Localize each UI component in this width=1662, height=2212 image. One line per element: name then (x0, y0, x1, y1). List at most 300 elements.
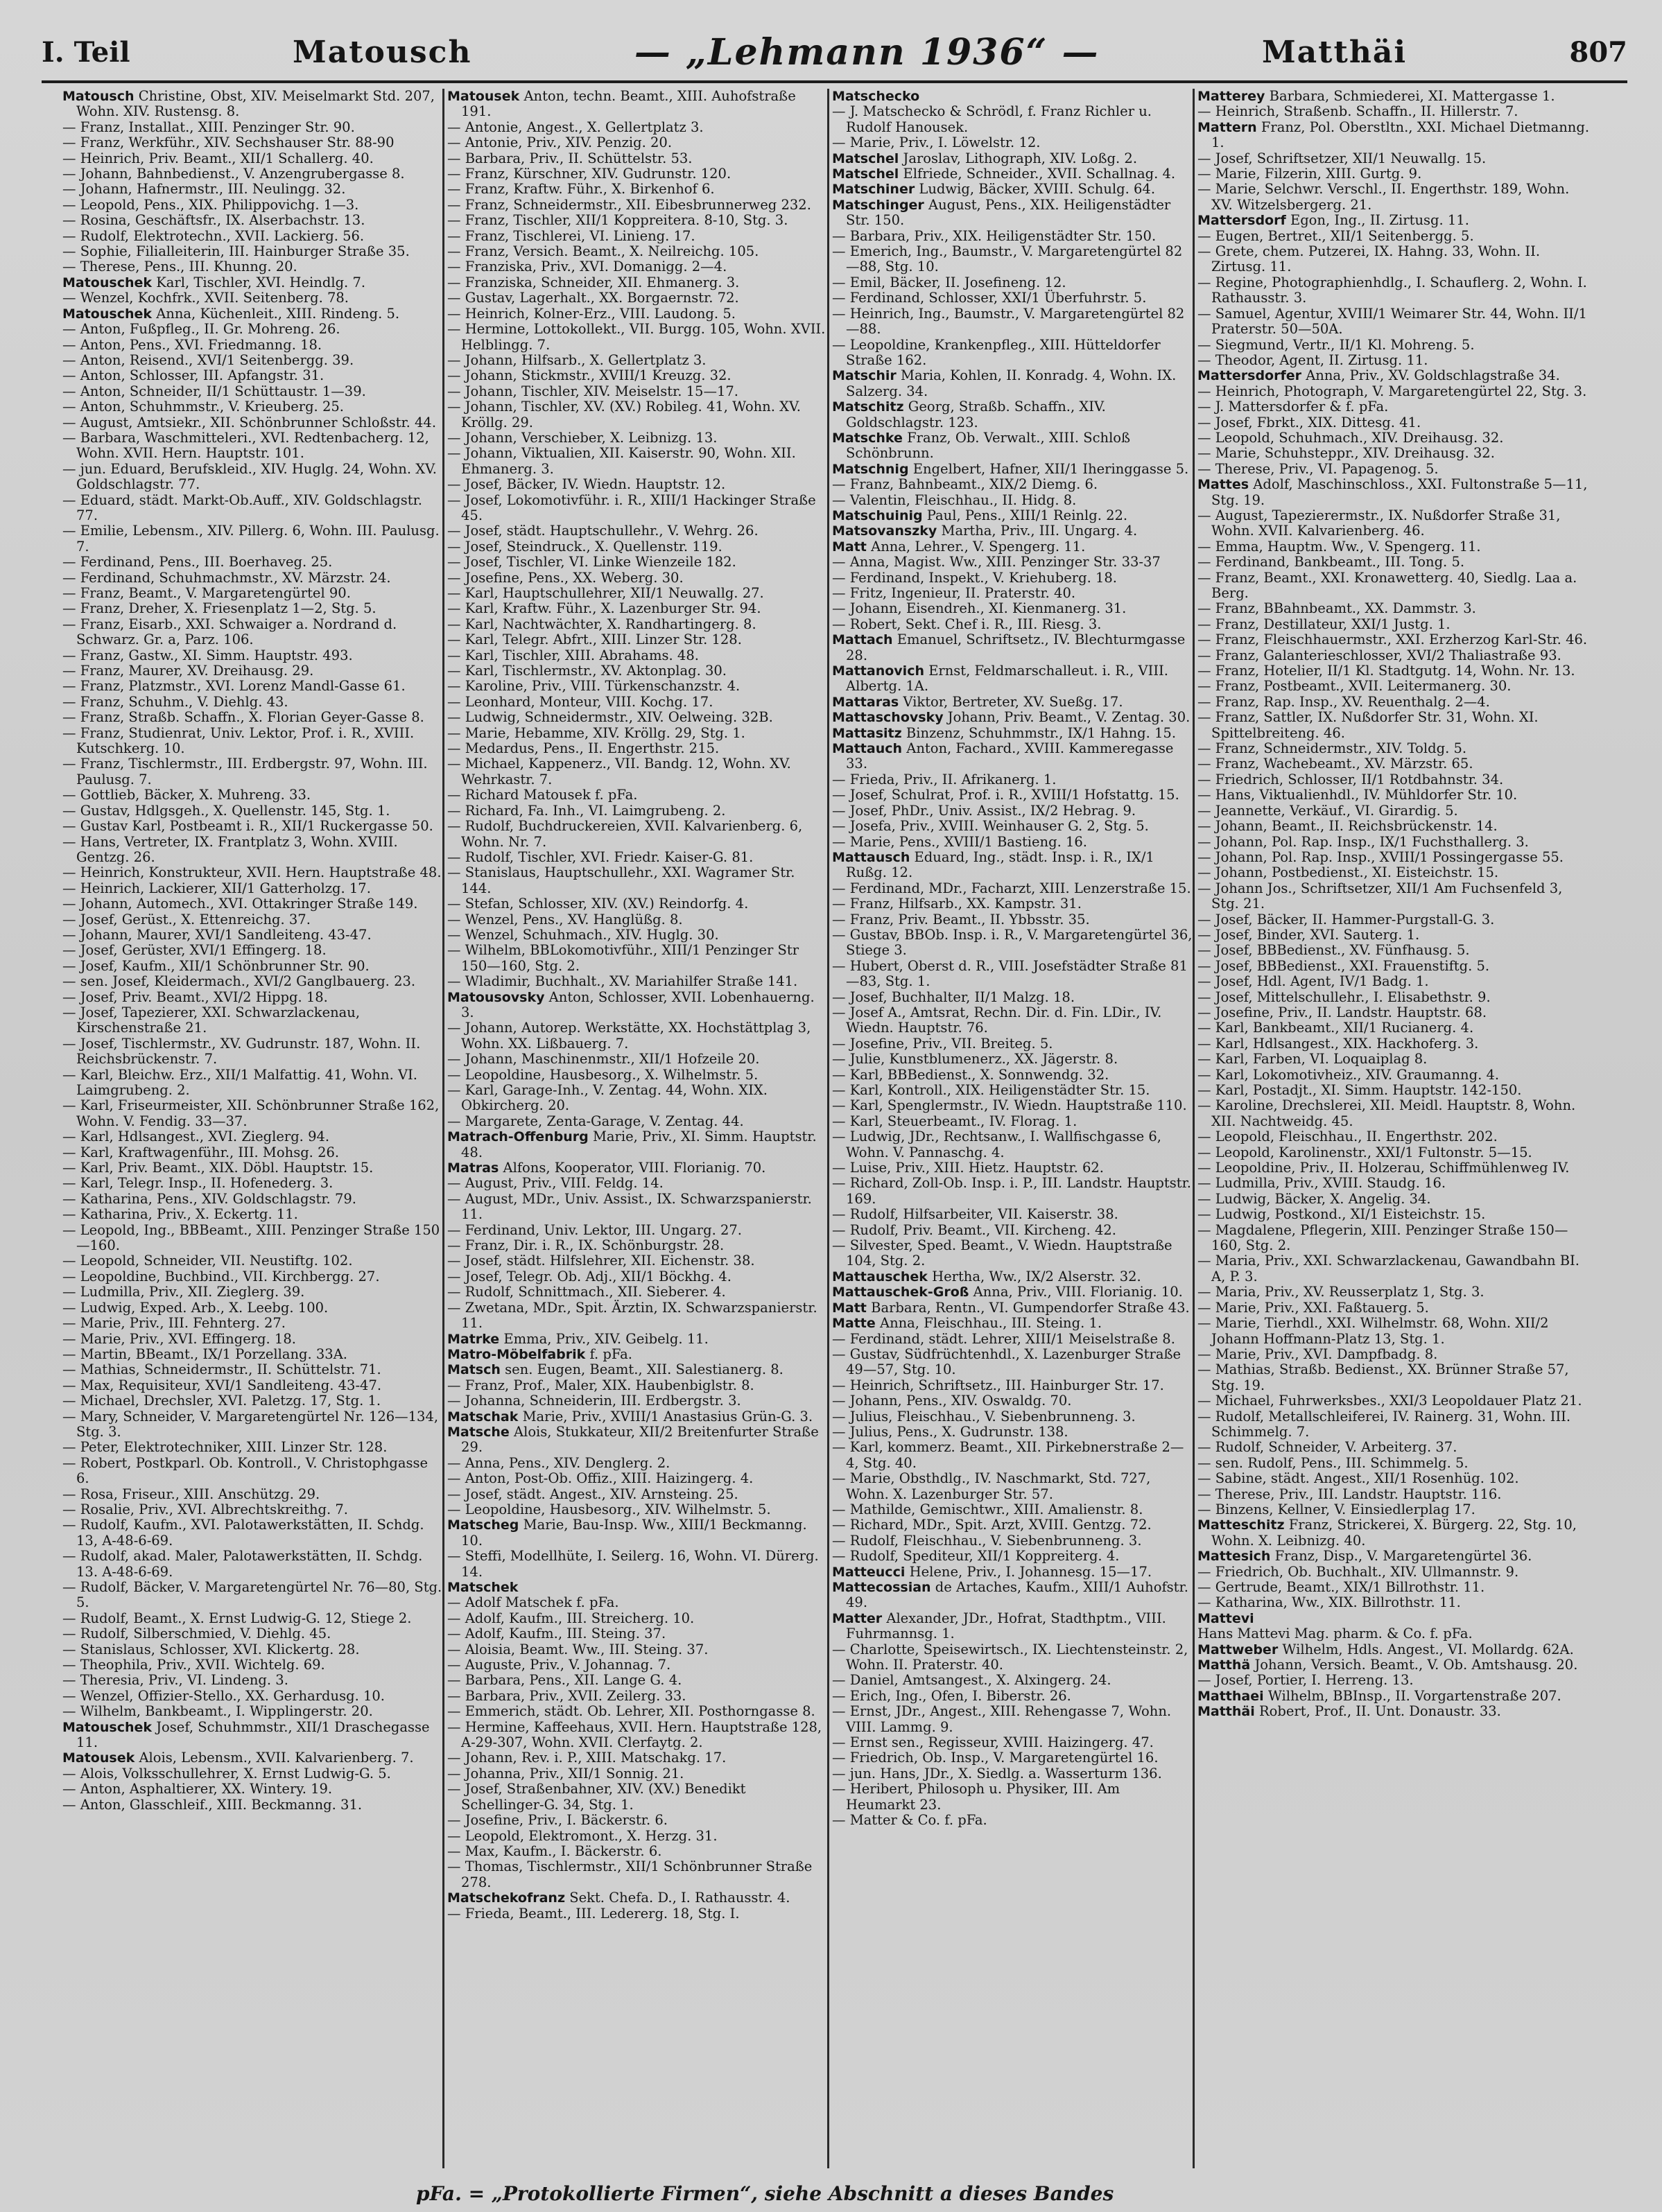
surname: Matsovanszky (832, 523, 937, 539)
entry-text: — Karl, Kontroll., XIX. Heiligenstädter Str. 15. (832, 1082, 1150, 1098)
entry-text: — Rudolf, akad. Maler, Palotawerkstätten, II. Schdg. 13. A-48-6-69. (62, 1548, 423, 1580)
directory-entry (62, 881, 442, 896)
entry-text: — Franz, Maurer, XV. Dreihausg. 29. (62, 663, 314, 679)
directory-entry (1197, 462, 1593, 477)
directory-entry (447, 1129, 827, 1160)
entry-text: — Karl, Kraftw. Führ., X. Lazenburger Str. 94. (447, 600, 761, 617)
directory-entry (1197, 1704, 1593, 1719)
entry-text: — Katharina, Priv., X. Eckertg. 11. (62, 1206, 298, 1223)
surname: Matousek (447, 89, 520, 104)
directory-entry (62, 182, 442, 197)
entry-text: — Emma, Hauptm. Ww., V. Spengerg. 11. (1197, 538, 1481, 555)
directory-entry (1197, 120, 1593, 151)
entry-text: — Johann, Pol. Rap. Insp., IX/1 Fuchsthallerg. 3. (1197, 833, 1529, 850)
entry-text: — Ferdinand, städt. Lehrer, XIII/1 Meiselstraße 8. (832, 1330, 1175, 1347)
directory-entry (62, 601, 442, 616)
entry-text: — Gustav, Südfrüchtenhdl., X. Lazenburger Straße 49—57, Stg. 10. (832, 1346, 1181, 1378)
directory-entry (447, 1750, 827, 1766)
entry-text: — Franz, Schneidermstr., XII. Eibesbrunnerweg 232. (447, 196, 811, 213)
entry-text: — Adolf, Kaufm., III. Steing. 37. (447, 1626, 666, 1642)
directory-entry (62, 259, 442, 275)
directory-entry (62, 912, 442, 928)
directory-entry (832, 1316, 1193, 1331)
entry-text: Egon, Ing., II. Zirtusg. 11. (1290, 212, 1469, 229)
entry-text: — Frieda, Priv., II. Afrikanerg. 1. (832, 771, 1057, 787)
entry-text: de Artaches, Kaufm., XIII/1 Auhofstr. 49. (846, 1579, 1188, 1611)
entry-text: — Therese, Pens., III. Khunng. 20. (62, 259, 297, 275)
directory-entry (62, 462, 442, 493)
directory-entry (1197, 974, 1593, 989)
entry-text: Eduard, Ing., städt. Insp. i. R., IX/1 Rußg. 12. (846, 848, 1154, 881)
directory-entry (1197, 772, 1593, 787)
directory-entry (832, 1269, 1193, 1284)
directory-entry (62, 1300, 442, 1316)
directory-entry (832, 1083, 1193, 1098)
directory-entry (832, 835, 1193, 850)
directory-entry (62, 1098, 442, 1129)
entry-text: — Siegmund, Vertr., II/1 Kl. Mohreng. 5. (1197, 336, 1475, 353)
entry-text: — Karl, Telegr. Abfrt., XIII. Linzer Str. 128. (447, 632, 742, 648)
surname: Mattevi (1197, 1610, 1254, 1626)
entry-text: — Grete, chem. Putzerei, IX. Hahng. 33, Wohn. II. Zirtusg. 11. (1197, 243, 1541, 275)
directory-entry (62, 213, 442, 228)
directory-entry (832, 695, 1193, 710)
directory-entry (447, 259, 827, 275)
entry-text: — Rudolf, Fleischhau., V. Siebenbrunneng. 3. (832, 1532, 1142, 1549)
directory-entry (62, 166, 442, 182)
directory-entry (62, 803, 442, 819)
directory-entry (832, 1098, 1193, 1113)
entry-text: — Marie, Priv., XXI. Faßtauerg. 5. (1197, 1299, 1429, 1316)
entry-text: — Josef, Mittelschullehr., I. Elisabethstr. 9. (1197, 989, 1491, 1005)
directory-entry (447, 182, 827, 197)
entry-text: — Marie, Priv., XVI. Effingerg. 18. (62, 1330, 296, 1347)
directory-entry (447, 1192, 827, 1223)
directory-entry (832, 617, 1193, 632)
entry-text: — Steffi, Modellhüte, I. Seilerg. 16, Wohn. VI. Dürerg. 14. (447, 1548, 819, 1580)
entry-text: — Johann, Hafnermstr., III. Neulingg. 32. (62, 181, 346, 198)
entry-text: — Antonie, Angest., X. Gellertplatz 3. (447, 119, 704, 135)
entry-text: — Johanna, Priv., XII/1 Sonnig. 21. (447, 1765, 684, 1782)
page-header (42, 28, 1627, 76)
directory-entry (62, 695, 442, 710)
entry-text: — Aloisia, Beamt. Ww., III. Steing. 37. (447, 1641, 709, 1657)
entry-text: — Franz, Gastw., XI. Simm. Hauptstr. 493. (62, 647, 353, 663)
entry-text: — Heinrich, Lackierer, XII/1 Gatterholzg. 17. (62, 880, 371, 896)
entry-text: — Leopold, Pens., XIX. Philippovichg. 1—3. (62, 196, 359, 213)
directory-entry (447, 1284, 827, 1300)
entry-text: — Heinrich, Kolner-Erz., VIII. Laudong. 5. (447, 305, 736, 322)
entry-text: — Max, Kaufm., I. Bäckerstr. 6. (447, 1843, 662, 1859)
surname: Mattweber (1197, 1641, 1279, 1657)
entry-text: — Franz, Destillateur, XXI/1 Justg. 1. (1197, 616, 1451, 632)
entry-text: — Franz, Straßb. Schaffn., X. Florian Geyer-Gasse 8. (62, 709, 424, 726)
directory-entry (62, 1611, 442, 1626)
directory-entry (832, 182, 1193, 197)
directory-entry (1197, 1549, 1593, 1564)
entry-text: — Heinrich, Straßenb. Schaffn., II. Hillerstr. 7. (1197, 103, 1518, 120)
directory-entry (62, 1440, 442, 1455)
surname: Matschel (832, 166, 899, 182)
entry-text: — Johann Jos., Schriftsetzer, XII/1 Am Fuchsenfeld 3, Stg. 21. (1197, 880, 1563, 912)
directory-entry (1197, 1362, 1593, 1393)
left-guide-word: Matousch (293, 34, 472, 70)
directory-entry (447, 912, 827, 928)
entry-text: — August, Amtsiekr., XII. Schönbrunner Schloßstr. 44. (62, 414, 437, 430)
directory-entry (447, 1611, 827, 1626)
entry-text: — Rudolf, Schnittmach., XII. Sieberer. 4. (447, 1284, 726, 1300)
entry-text: — Rosa, Friseur., XIII. Anschützg. 29. (62, 1486, 320, 1502)
entry-text: Adolf, Maschinschloss., XXI. Fultonstraße 5—11, Stg. 19. (1211, 476, 1588, 508)
surname: Matousch (62, 89, 135, 104)
entry-text: — Mary, Schneider, V. Margaretengürtel Nr. 126—134, Stg. 3. (62, 1408, 439, 1440)
entry-text: — Regine, Photographienhdlg., I. Schauflerg. 2, Wohn. I. Rathausstr. 3. (1197, 274, 1587, 306)
entry-text: — Rudolf, Metallschleiferei, IV. Rainerg. 31, Wohn. III. Schimmelg. 7. (1197, 1408, 1571, 1440)
entry-text: — Johann, Automech., XVI. Ottakringer Straße 149. (62, 896, 418, 912)
entry-text: — Adolf, Kaufm., III. Streicherg. 10. (447, 1610, 695, 1626)
directory-entry (62, 1347, 442, 1362)
directory-entry (832, 244, 1193, 275)
entry-text: — Anton, Pens., XVI. Friedmanng. 18. (62, 336, 322, 353)
directory-entry (1197, 1393, 1593, 1409)
entry-text: Ernst, Feldmarschalleut. i. R., VIII. Albertg. 1A. (846, 663, 1168, 695)
directory-entry (62, 617, 442, 648)
directory-entry (1197, 1626, 1593, 1641)
entry-text: — Rudolf, Schneider, V. Arbeiterg. 37. (1197, 1439, 1457, 1456)
entry-text: — Stefan, Schlosser, XIV. (XV.) Reindorfg. 4. (447, 896, 749, 912)
entry-text: — Robert, Sekt. Chef i. R., III. Riesg. 3. (832, 616, 1102, 632)
entry-text: Wilhelm, Hdls. Angest., VI. Mollardg. 62A. (1282, 1641, 1574, 1657)
directory-entry (447, 787, 827, 803)
directory-entry (1197, 663, 1593, 679)
entry-text: — Michael, Drechsler, XVI. Paletzg. 17, Stg. 1. (62, 1393, 381, 1409)
entry-text: Alois, Stukkateur, XII/2 Breitenfurter Straße 29. (461, 1423, 819, 1456)
directory-entry (832, 306, 1193, 338)
surname: Matro-Möbelfabrik (447, 1346, 586, 1362)
entry-text: — Hans, Vertreter, IX. Frantplatz 3, Wohn. XVIII. Gentzg. 26. (62, 833, 398, 865)
directory-entry (1197, 166, 1593, 182)
directory-entry (1197, 244, 1593, 275)
directory-entry (1197, 679, 1593, 694)
entry-text: — Anton, Reisend., XVI/1 Seitenbergg. 39. (62, 351, 354, 368)
directory-entry (1197, 229, 1593, 244)
directory-entry (1197, 803, 1593, 819)
directory-entry (832, 1782, 1193, 1813)
entry-text: — Josefine, Priv., VII. Breiteg. 5. (832, 1035, 1053, 1052)
directory-entry (1197, 1036, 1593, 1052)
entry-text: — Marie, Hebamme, XIV. Kröllg. 29, Stg. 1. (447, 724, 745, 741)
directory-entry (832, 1704, 1193, 1735)
column-divider (1193, 89, 1195, 2168)
directory-entry (62, 726, 442, 757)
entry-text: — Karl, Hdlsangest., XVI. Zieglerg. 94. (62, 1129, 330, 1145)
entry-text: — Josefa, Priv., XVIII. Weinhauser G. 2, Stg. 5. (832, 818, 1149, 835)
entry-text: — Katharina, Ww., XIX. Billrothstr. 11. (1197, 1594, 1461, 1611)
entry-text: — Rudolf, Spediteur, XII/1 Koppreiterg. 4. (832, 1548, 1120, 1565)
directory-entry (1197, 1005, 1593, 1020)
directory-entry (62, 1487, 442, 1502)
directory-entry (447, 1626, 827, 1641)
entry-text: Karl, Tischler, XVI. Heindlg. 7. (156, 274, 366, 290)
entry-text: — Ferdinand, MDr., Facharzt, XIII. Lenzerstraße 15. (832, 880, 1191, 896)
directory-entry (62, 819, 442, 834)
entry-text: — Marie, Priv., XVI. Dampfbadg. 8. (1197, 1346, 1438, 1362)
entry-text: — Josef, städt. Angest., XIV. Arnsteing. 25. (447, 1486, 738, 1502)
directory-entry (447, 151, 827, 166)
entry-text: — Emilie, Lebensm., XIV. Pillerg. 6, Wohn. III. Paulusg. 7. (62, 523, 440, 555)
directory-entry (447, 819, 827, 850)
column-3 (832, 89, 1193, 2175)
directory-entry (1197, 787, 1593, 803)
directory-entry (1197, 1347, 1593, 1362)
directory-entry (62, 756, 442, 787)
surname: Matthä (1197, 1657, 1251, 1673)
directory-entry (62, 368, 442, 383)
entry-text: — Karl, Spenglermstr., IV. Wiedn. Hauptstraße 110. (832, 1097, 1187, 1114)
directory-entry (447, 1269, 827, 1284)
entry-text: — Rudolf, Hilfsarbeiter, VII. Kaiserstr. 38. (832, 1206, 1118, 1223)
directory-entry (62, 1005, 442, 1036)
directory-entry (62, 1223, 442, 1254)
entry-text: Johann, Priv. Beamt., V. Zentag. 30. (947, 709, 1191, 726)
directory-entry (832, 1611, 1193, 1642)
surname: Matras (447, 1160, 499, 1176)
entry-text: — Karl, Tischlermstr., XV. Aktonplag. 30. (447, 663, 727, 679)
directory-entry (447, 803, 827, 819)
directory-entry (447, 1595, 827, 1610)
directory-entry (1197, 151, 1593, 166)
directory-entry (832, 135, 1193, 150)
directory-entry (447, 353, 827, 368)
directory-entry (62, 571, 442, 586)
directory-entry (447, 430, 827, 446)
directory-entry (1197, 1471, 1593, 1486)
entry-text: — Max, Requisiteur, XVI/1 Sandleiteng. 43-47. (62, 1377, 382, 1393)
entry-text: — Theophila, Priv., XVII. Wichtelg. 69. (62, 1657, 325, 1673)
entry-text: — Martin, BBeamt., IX/1 Porzellang. 33A. (62, 1346, 347, 1362)
directory-entry (447, 1844, 827, 1859)
entry-text: Robert, Prof., II. Unt. Donaustr. 33. (1258, 1703, 1501, 1720)
directory-entry (447, 850, 827, 865)
directory-entry (447, 166, 827, 182)
entry-text: — Franz, Hotelier, II/1 Kl. Stadtgutg. 14, Wohn. Nr. 13. (1197, 663, 1575, 679)
surname: Matthaei (1197, 1688, 1264, 1704)
surname: Matschir (832, 368, 897, 384)
directory-entry (62, 959, 442, 974)
directory-entry (1197, 1052, 1593, 1067)
directory-entry (1197, 1300, 1593, 1316)
directory-entry (447, 89, 827, 120)
entry-text: — Leopold, Karolinenstr., XXI/1 Fultonstr. 5—15. (1197, 1144, 1532, 1160)
directory-entry (832, 1332, 1193, 1347)
entry-text: — Josef, Kaufm., XII/1 Schönbrunner Str. 90. (62, 957, 370, 974)
entry-text: — Karl, Hauptschullehrer, XII/1 Neuwallg. 27. (447, 585, 764, 601)
entry-text: — Josef, Telegr. Ob. Adj., XII/1 Böckhg. 4. (447, 1268, 732, 1284)
entry-text: — Ludwig, Schneidermstr., XIV. Oelweing. 32B. (447, 709, 773, 726)
directory-entry (832, 89, 1193, 104)
directory-entry (1197, 632, 1593, 647)
directory-entry (447, 555, 827, 570)
surname: Mattausch (832, 849, 910, 865)
directory-entry (62, 974, 442, 989)
entry-text: — Theodor, Agent, II. Zirtusg. 11. (1197, 351, 1428, 368)
directory-entry (62, 555, 442, 570)
entry-text: — Josef, Schriftsetzer, XII/1 Neuwallg. 15. (1197, 150, 1487, 166)
entry-text: — Emmerich, städt. Ob. Lehrer, XII. Posthorngasse 8. (447, 1703, 815, 1720)
directory-entry (447, 1471, 827, 1486)
entry-text: — Gustav Karl, Postbeamt i. R., XII/1 Ruckergasse 50. (62, 818, 433, 835)
directory-entry (832, 399, 1193, 430)
entry-text: — Gustav, Hdlgsgeh., X. Quellenstr. 145, Stg. 1. (62, 802, 390, 819)
entry-text: — Franz, Platzmstr., XVI. Lorenz Mandl-Gasse 61. (62, 678, 406, 695)
directory-entry (1197, 1657, 1593, 1673)
entry-text: — Marie, Selchwr. Verschl., II. Engerthstr. 189, Wohn. XV. Witzelsbergerg. 21. (1197, 181, 1570, 213)
entry-text: — Rudolf, Buchdruckereien, XVII. Kalvarienberg. 6, Wohn. Nr. 7. (447, 818, 803, 850)
directory-entry (62, 1284, 442, 1300)
directory-entry (832, 1393, 1193, 1409)
surname: Matschiner (832, 182, 915, 198)
entry-text: — Wladimir, Buchhalt., XV. Mariahilfer Straße 141. (447, 973, 798, 990)
directory-entry (62, 1689, 442, 1704)
entry-text: — Johann, Rev. i. P., XIII. Matschakg. 17. (447, 1750, 727, 1766)
directory-entry (447, 896, 827, 912)
entry-text: — Binzens, Kellner, V. Einsiedlerplag 17. (1197, 1501, 1475, 1517)
directory-entry (447, 1114, 827, 1129)
entry-text: — Karl, Telegr. Insp., II. Hofenederg. 3. (62, 1175, 334, 1192)
directory-entry (447, 1253, 827, 1269)
entry-text: Anna, Fleischhau., III. Steing. 1. (879, 1315, 1102, 1332)
entry-text: — Josefine, Priv., II. Landstr. Hauptstr. 68. (1197, 1004, 1487, 1020)
directory-entry (832, 166, 1193, 182)
entry-text: — Hermine, Kaffeehaus, XVII. Hern. Hauptstraße 128, A-29-307, Wohn. XVII. Clerfaytg. 2. (447, 1718, 822, 1751)
directory-entry (832, 523, 1193, 539)
surname: Matsche (447, 1424, 510, 1440)
directory-entry (447, 1657, 827, 1673)
directory-entry (1197, 1020, 1593, 1036)
directory-entry (1197, 213, 1593, 228)
entry-text: — Franz, Dreher, X. Friesenplatz 1—2, Stg. 5. (62, 600, 376, 617)
directory-entry (832, 338, 1193, 369)
directory-entry (62, 275, 442, 290)
directory-entry (62, 1253, 442, 1269)
entry-text: Anna, Lehrer., V. Spengerg. 11. (871, 538, 1086, 555)
directory-entry (1197, 959, 1593, 974)
entry-text: — Josef, städt. Hauptschullehr., V. Wehrg. 26. (447, 523, 759, 539)
entry-text: — Magdalene, Pflegerin, XIII. Penzinger Straße 150—160, Stg. 2. (1197, 1221, 1568, 1254)
entry-text: — Karl, Nachtwächter, X. Randhartingerg. 8. (447, 616, 756, 632)
entry-text: — Erich, Ing., Ofen, I. Biberstr. 26. (832, 1687, 1071, 1704)
entry-text: — Johann, Verschieber, X. Leibnizg. 13. (447, 429, 718, 446)
directory-entry (447, 1859, 827, 1890)
surname: Matter (832, 1610, 883, 1626)
entry-text: — Eduard, städt. Markt-Ob.Auff., XIV. Goldschlagstr. 77. (62, 491, 422, 523)
directory-entry (832, 1549, 1193, 1564)
entry-text: — Franziska, Schneider, XII. Ehmanerg. 3. (447, 274, 740, 290)
entry-text: — Stanislaus, Hauptschullehr., XXI. Wagramer Str. 144. (447, 864, 795, 896)
directory-entry (62, 1720, 442, 1751)
entry-text: — Karl, Lokomotivheiz., XIV. Graumanng. 4. (1197, 1066, 1500, 1083)
entry-text: — Sabine, städt. Angest., XII/1 Rosenhüg. 102. (1197, 1470, 1519, 1487)
directory-entry (62, 322, 442, 337)
entry-text: — Anna, Pens., XIV. Denglerg. 2. (447, 1454, 670, 1471)
directory-entry (1197, 368, 1593, 383)
entry-text: — Maria, Priv., XXI. Schwarzlackenau, Gawandbahn BI. A, P. 3. (1197, 1253, 1579, 1284)
entry-text: — Franz, Tischler, XII/1 Koppreitera. 8-10, Stg. 3. (447, 212, 788, 229)
directory-entry (62, 865, 442, 880)
entry-text: Anton, techn. Beamt., XIII. Auhofstraße 191. (461, 89, 796, 120)
entry-text: — Franz, Schneidermstr., XIV. Toldg. 5. (1197, 740, 1467, 757)
directory-entry (832, 1750, 1193, 1766)
entry-text: Wilhelm, BBInsp., II. Vorgartenstraße 207. (1267, 1687, 1561, 1704)
entry-text: — Medardus, Pens., II. Engerthstr. 215. (447, 740, 720, 757)
directory-entry (832, 896, 1193, 912)
directory-entry (832, 710, 1193, 725)
entry-text: — Johanna, Schneiderin, III. Erdbergstr. 3. (447, 1393, 741, 1409)
directory-entry (832, 741, 1193, 772)
directory-entry (62, 1409, 442, 1440)
entry-text: — Peter, Elektrotechniker, XIII. Linzer Str. 128. (62, 1439, 388, 1456)
directory-entry (832, 1284, 1193, 1300)
entry-text: — Ferdinand, Univ. Lektor, III. Ungarg. 27. (447, 1221, 742, 1238)
directory-entry (832, 726, 1193, 741)
surname: Matschke (832, 430, 903, 446)
directory-entry (447, 322, 827, 353)
surname: Mattauch (832, 741, 903, 757)
entry-text: — Rudolf, Priv. Beamt., VII. Kircheng. 42. (832, 1221, 1116, 1238)
entry-text: Franz, Ob. Verwalt., XIII. Schloß Schönbrunn. (846, 429, 1131, 462)
entry-text: — Leopoldine, Krankenpfleg., XIII. Hütteldorfer Straße 162. (832, 336, 1161, 368)
entry-text: — Richard, Zoll-Ob. Insp. i. P., III. Landstr. Hauptstr. 169. (832, 1175, 1191, 1207)
entry-text: — Leopoldine, Hausbesorg., XIV. Wilhelmstr. 5. (447, 1501, 771, 1517)
entry-text: — Johann, Postbedienst., XI. Eisteichstr. 15. (1197, 864, 1499, 881)
directory-entry (447, 306, 827, 322)
entry-text: — Marie, Filzerin, XIII. Gurtg. 9. (1197, 166, 1422, 182)
directory-entry (447, 571, 827, 586)
entry-text: — Karl, Garage-Inh., V. Zentag. 44, Wohn. XIX. Obkircherg. 20. (447, 1082, 768, 1114)
entry-text: — Franz, Tischlermstr., III. Erdbergstr. 97, Wohn. III. Paulusg. 7. (62, 756, 428, 787)
entry-text: — Rudolf, Bäcker, V. Margaretengürtel Nr. 76—80, Stg. 5. (62, 1579, 442, 1611)
directory-entry (447, 1689, 827, 1704)
page-number: 807 (1569, 35, 1627, 69)
entry-text: — Heinrich, Konstrukteur, XVII. Hern. Hauptstraße 48. (62, 864, 442, 881)
directory-entry (62, 290, 442, 306)
entry-text: — Johann, Autorep. Werkstätte, XX. Hochstättplag 3, Wohn. XX. Lißbauerg. 7. (447, 1020, 811, 1052)
entry-text: — Franz, Beamt., V. Margaretengürtel 90. (62, 585, 351, 601)
entry-text: — Marie, Priv., I. Löwelstr. 12. (832, 134, 1041, 151)
directory-entry (1197, 430, 1593, 446)
directory-entry (62, 1549, 442, 1580)
entry-text: — Antonie, Priv., XIV. Penzig. 20. (447, 134, 673, 151)
surname: Matterey (1197, 89, 1265, 104)
directory-entry (447, 1020, 827, 1052)
directory-entry (832, 1565, 1193, 1580)
entry-text: — Franz, Wachebeamt., XV. Märzstr. 65. (1197, 756, 1473, 772)
directory-entry (62, 151, 442, 166)
entry-text: — Wilhelm, Bankbeamt., I. Wipplingerstr. 20. (62, 1703, 373, 1720)
surname: Matouschek (62, 275, 153, 290)
entry-text: — Anton, Fußpfleg., II. Gr. Mohreng. 26. (62, 321, 340, 338)
directory-entry (832, 104, 1193, 135)
directory-entry (1197, 1673, 1593, 1688)
entry-text: — Rudolf, Elektrotechn., XVII. Lackierg. 56. (62, 227, 365, 244)
entry-text: — Johann, Bahnbedienst., V. Anzengrubergasse 8. (62, 166, 405, 182)
entry-text: — Franz, Kürschner, XIV. Gudrunstr. 120. (447, 166, 732, 182)
directory-entry (447, 1068, 827, 1083)
entry-text: Georg, Straßb. Schaffn., XIV. Goldschlagstr. 123. (846, 399, 1106, 430)
entry-text: — Eugen, Bertret., XII/1 Seitenbergg. 5. (1197, 227, 1474, 244)
entry-text: Engelbert, Hafner, XII/1 Iheringgasse 5. (912, 460, 1189, 477)
entry-text: — Josef A., Amtsrat, Rechn. Dir. d. Fin. LDir., IV. Wiedn. Hauptstr. 76. (832, 1004, 1162, 1036)
